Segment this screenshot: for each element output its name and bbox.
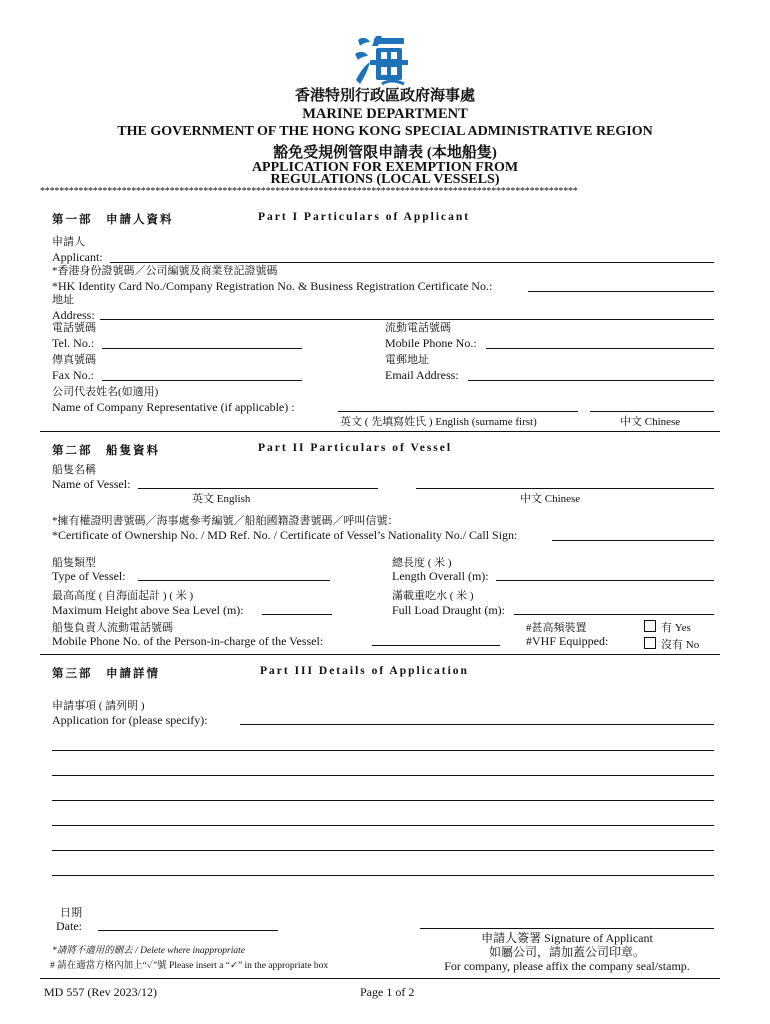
- vessel-type-label: Type of Vessel:: [52, 569, 126, 583]
- apply-label: Application for (please specify):: [52, 713, 208, 727]
- vessel-name-label: Name of Vessel:: [52, 477, 131, 491]
- draught-field[interactable]: [514, 614, 714, 615]
- part1-heading-zh: 第一部 申請人資料: [52, 214, 174, 226]
- loa-field[interactable]: [496, 580, 714, 581]
- marine-department-logo: [352, 34, 410, 88]
- draught-label-zh: 滿載重吃水 ( 米 ): [392, 590, 474, 602]
- rep-english-field[interactable]: [338, 411, 578, 412]
- application-details-line-2[interactable]: [52, 750, 714, 751]
- vessel-name-english-caption: 英文 English: [192, 493, 251, 505]
- date-field[interactable]: [98, 930, 278, 931]
- cert-field[interactable]: [552, 540, 714, 541]
- id-label-zh: *香港身份證號碼／公司編號及商業登記證號碼: [52, 265, 278, 277]
- note-delete: *請將不適用的刪去 / Delete where inappropriate: [52, 946, 245, 956]
- section-divider-1: [40, 431, 720, 432]
- vessel-name-label-zh: 船隻名稱: [52, 464, 96, 476]
- address-label: Address:: [52, 308, 95, 322]
- vhf-yes-checkbox[interactable]: [644, 620, 656, 632]
- part2-heading-en: Part II Particulars of Vessel: [258, 442, 453, 454]
- vessel-name-english-field[interactable]: [138, 488, 378, 489]
- pic-label: Mobile Phone No. of the Person-in-charge of the Vessel:: [52, 634, 324, 648]
- vhf-no-checkbox[interactable]: [644, 637, 656, 649]
- id-label: *HK Identity Card No./Company Registration No. & Business Registration Certificate No.:: [52, 279, 493, 293]
- vhf-label: #VHF Equipped:: [526, 634, 609, 648]
- application-details-line-4[interactable]: [52, 800, 714, 801]
- loa-label: Length Overall (m):: [392, 569, 489, 583]
- part2-heading-zh: 第二部 船隻資料: [52, 445, 160, 457]
- date-label: Date:: [56, 919, 82, 933]
- application-details-line-6[interactable]: [52, 850, 714, 851]
- address-label-zh: 地址: [52, 294, 74, 306]
- application-details-line-5[interactable]: [52, 825, 714, 826]
- form-title-en-2: REGULATIONS (LOCAL VESSELS): [270, 172, 500, 187]
- fax-label: Fax No.:: [52, 368, 94, 382]
- fax-label-zh: 傳真號碼: [52, 354, 96, 366]
- cert-label: *Certificate of Ownership No. / MD Ref. No. / Certificate of Vessel’s Nationality No./ Call Sign:: [52, 528, 518, 542]
- rep-chinese-caption: 中文 Chinese: [620, 416, 681, 428]
- pic-label-zh: 船隻負責人流動電話號碼: [52, 622, 173, 634]
- mobile-label-zh: 流動電話號碼: [385, 322, 451, 334]
- signature-caption-2: 如屬公司，請加蓋公司印章。: [488, 945, 645, 959]
- rep-label-zh: 公司代表姓名(如適用): [52, 386, 159, 398]
- tel-label: Tel. No.:: [52, 336, 95, 350]
- pic-field[interactable]: [372, 645, 500, 646]
- rep-label: Name of Company Representative (if applicable) :: [52, 400, 295, 414]
- vessel-name-chinese-caption: 中文 Chinese: [520, 493, 581, 505]
- vhf-label-zh: #甚高頻裝置: [526, 622, 587, 634]
- vhf-no-option[interactable]: [644, 637, 699, 652]
- page-number: Page 1 of 2: [360, 985, 415, 999]
- vhf-yes-label: 有 Yes: [661, 622, 691, 634]
- email-label: Email Address:: [385, 368, 459, 382]
- cert-label-zh: *擁有權證明書號碼／海事處參考編號／船舶國籍證書號碼／呼叫信號：: [52, 515, 399, 527]
- id-field[interactable]: [528, 291, 714, 292]
- footer-divider: [40, 978, 720, 979]
- rep-english-caption: 英文 ( 先填寫姓氏 ) English (surname first): [340, 416, 537, 428]
- vessel-name-chinese-field[interactable]: [416, 488, 714, 489]
- draught-label: Full Load Draught (m):: [392, 603, 505, 617]
- vhf-no-label: 沒有 No: [661, 639, 700, 651]
- separator-stars: ****************************************************************************************************************: [40, 186, 578, 197]
- form-number: MD 557 (Rev 2023/12): [44, 985, 157, 999]
- vessel-type-field[interactable]: [138, 580, 330, 581]
- government-name: THE GOVERNMENT OF THE HONG KONG SPECIAL ADMINISTRATIVE REGION: [117, 124, 653, 139]
- application-details-line-7[interactable]: [52, 875, 714, 876]
- vhf-yes-option[interactable]: [644, 620, 691, 635]
- address-field[interactable]: [100, 319, 714, 320]
- part3-heading-en: Part III Details of Application: [260, 665, 469, 677]
- org-name-zh: 香港特別行政區政府海事處: [294, 88, 475, 104]
- application-details-line-1[interactable]: [240, 724, 714, 725]
- signature-field[interactable]: [420, 928, 714, 929]
- section-divider-2: [40, 654, 720, 655]
- application-details-line-3[interactable]: [52, 775, 714, 776]
- email-field[interactable]: [468, 380, 714, 381]
- fax-field[interactable]: [102, 380, 302, 381]
- org-name-en: MARINE DEPARTMENT: [302, 106, 468, 122]
- date-label-zh: 日期: [60, 907, 82, 919]
- rep-chinese-field[interactable]: [590, 411, 714, 412]
- vessel-type-label-zh: 船隻類型: [52, 557, 96, 569]
- applicant-label: Applicant:: [52, 250, 103, 264]
- tel-label-zh: 電話號碼: [52, 322, 96, 334]
- form-title-en-1: APPLICATION FOR EXEMPTION FROM: [251, 160, 519, 175]
- email-label-zh: 電郵地址: [385, 354, 429, 366]
- applicant-field[interactable]: [110, 262, 714, 263]
- height-label: Maximum Height above Sea Level (m):: [52, 603, 244, 617]
- mobile-field[interactable]: [486, 348, 714, 349]
- note-tick: # 請在適當方格內加上“✓”號 Please insert a “✓” in the appropriate box: [50, 961, 329, 971]
- apply-label-zh: 申請事項 ( 請列明 ): [52, 700, 145, 712]
- part3-heading-zh: 第三部 申請詳情: [52, 668, 160, 680]
- tel-field[interactable]: [102, 348, 302, 349]
- part1-heading-en: Part I Particulars of Applicant: [258, 211, 471, 223]
- height-field[interactable]: [262, 614, 332, 615]
- applicant-label-zh: 申請人: [52, 236, 85, 248]
- loa-label-zh: 總長度 ( 米 ): [392, 557, 452, 569]
- mobile-label: Mobile Phone No.:: [385, 336, 477, 350]
- form-title-zh: 豁免受規例管限申請表 (本地船隻): [273, 145, 497, 161]
- signature-caption-3: For company, please affix the company seal/stamp.: [444, 959, 690, 973]
- height-label-zh: 最高高度 ( 自海面起計 ) ( 米 ): [52, 590, 194, 602]
- signature-caption-1: 申請人簽署 Signature of Applicant: [481, 931, 653, 945]
